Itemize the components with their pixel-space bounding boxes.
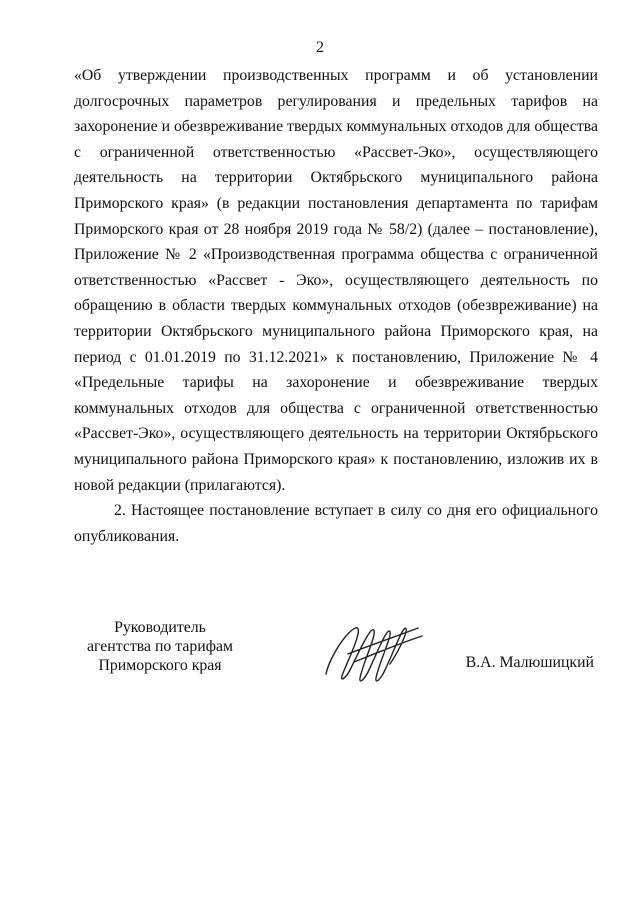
paragraph-amendment: «Об утверждении производственных программ и об установлении долгосрочных параметров регулирования и предельных тарифов на захоронение и обезвреживание твердых коммунальных отходов для общества с ограниченной ответственностью «Рассвет-Эко», осуществляющего деятельность на территории Октябрьского муниципального района Приморского края» (в редакции постановления департамента по тарифам Приморского края от 28 ноября 2019 года № 58/2) (далее – постановление), Приложение № 2 «Производственная программа общества с ограниченной ответственностью «Рассвет - Эко», осуществляющего деятельность по обращению в области твердых коммунальных отходов (обезвреживание) на территории Октябрьского муниципального района Приморского края, на период с 01.01.2019 по 31.12.2021» к постановлению, Приложение № 4 «Предельные тарифы на захоронение и обезвреживание твердых коммунальных отходов для общества с ограниченной ответственностью «Рассвет-Эко», осуществляющего деятельность на территории Октябрьского муниципального района Приморского края» к постановлению, изложив их в новой редакции (прилагаются). — [74, 67, 598, 494]
handwritten-signature — [318, 614, 428, 689]
position-agency-line: агентства по тарифам — [87, 638, 233, 655]
document-body — [74, 63, 598, 549]
position-title-line: Руководитель — [114, 619, 206, 636]
signature-position-block — [80, 618, 240, 675]
signer-name: В.А. Малюшицкий — [465, 654, 594, 671]
paragraph-effective-date: 2. Настоящее постановление вступает в силу со дня его официального опубликования. — [74, 502, 598, 545]
page-number: 2 — [316, 39, 324, 56]
position-region-line: Приморского края — [98, 657, 222, 674]
